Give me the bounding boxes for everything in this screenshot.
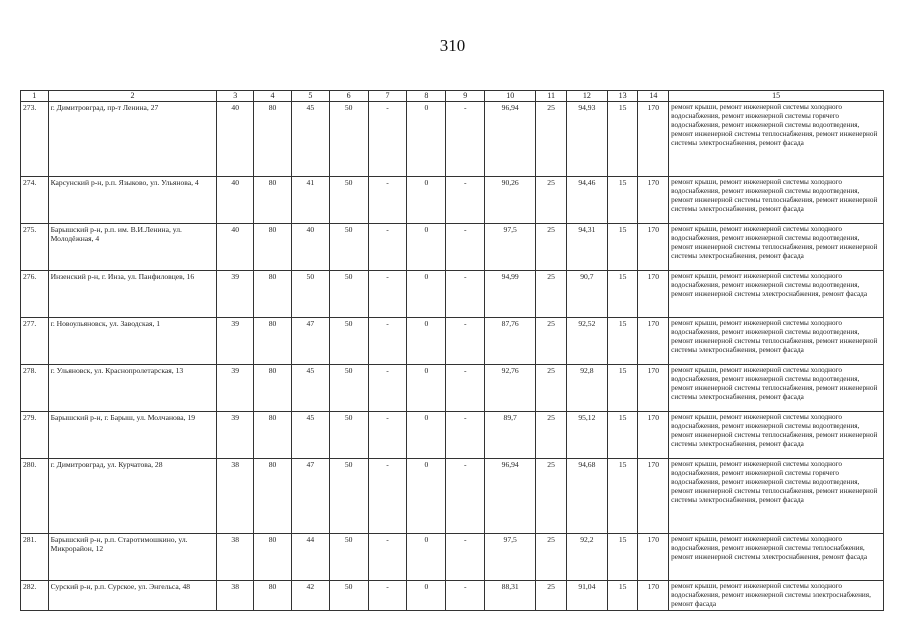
works-cell: ремонт крыши, ремонт инженерной системы холодного водоснабжения, ремонт инженерной системы теплоснабжения, ремонт инженерной системы электроснабжения, ремонт фасада (669, 534, 884, 581)
col-13-cell: 15 (607, 177, 638, 224)
col-3-cell: 40 (217, 102, 254, 177)
col-6-cell: 50 (329, 581, 368, 611)
address-cell: Барышский р-н, р.п. Старотимошкино, ул. Микрорайон, 12 (48, 534, 217, 581)
col-11-cell: 25 (536, 102, 567, 177)
col-5-cell: 45 (291, 412, 329, 459)
col-8-cell: 0 (407, 271, 446, 318)
works-cell: ремонт крыши, ремонт инженерной системы холодного водоснабжения, ремонт инженерной системы водоотведения, ремонт инженерной системы теплоснабжения, ремонт инженерной системы электроснабжения, ремонт фасада (669, 318, 884, 365)
col-14-cell: 170 (638, 534, 669, 581)
col-10-cell: 92,76 (485, 365, 536, 412)
col-9-cell: - (446, 271, 485, 318)
col-9-cell: - (446, 102, 485, 177)
col-8-cell: 0 (407, 177, 446, 224)
col-5-cell: 40 (291, 224, 329, 271)
col-14-cell: 170 (638, 365, 669, 412)
table-row (21, 224, 884, 271)
registry-table (20, 90, 884, 611)
row-number: 277. (21, 318, 49, 365)
col-3-cell: 38 (217, 534, 254, 581)
col-12-cell: 92,52 (566, 318, 607, 365)
col-6-cell: 50 (329, 102, 368, 177)
col-9-cell: - (446, 177, 485, 224)
address-cell: г. Новоульяновск, ул. Заводская, 1 (48, 318, 217, 365)
row-number: 276. (21, 271, 49, 318)
col-6-cell: 50 (329, 177, 368, 224)
col-3-cell: 39 (217, 412, 254, 459)
col-3-cell: 39 (217, 271, 254, 318)
table-row (21, 318, 884, 365)
table-row (21, 459, 884, 534)
column-number-4: 4 (254, 91, 292, 102)
address-cell: г. Ульяновск, ул. Краснопролетарская, 13 (48, 365, 217, 412)
col-5-cell: 47 (291, 459, 329, 534)
col-12-cell: 90,7 (566, 271, 607, 318)
col-8-cell: 0 (407, 102, 446, 177)
col-9-cell: - (446, 581, 485, 611)
col-7-cell: - (368, 581, 407, 611)
column-number-6: 6 (329, 91, 368, 102)
col-8-cell: 0 (407, 224, 446, 271)
row-number: 280. (21, 459, 49, 534)
col-14-cell: 170 (638, 102, 669, 177)
col-10-cell: 90,26 (485, 177, 536, 224)
works-cell: ремонт крыши, ремонт инженерной системы холодного водоснабжения, ремонт инженерной системы водоотведения, ремонт инженерной системы теплоснабжения, ремонт инженерной системы электроснабжения, ремонт фасада (669, 365, 884, 412)
col-10-cell: 88,31 (485, 581, 536, 611)
col-12-cell: 94,93 (566, 102, 607, 177)
col-7-cell: - (368, 365, 407, 412)
col-5-cell: 42 (291, 581, 329, 611)
column-number-2: 2 (48, 91, 217, 102)
col-4-cell: 80 (254, 365, 292, 412)
col-3-cell: 40 (217, 177, 254, 224)
col-11-cell: 25 (536, 365, 567, 412)
works-cell: ремонт крыши, ремонт инженерной системы холодного водоснабжения, ремонт инженерной системы водоотведения, ремонт инженерной системы электроснабжения, ремонт фасада (669, 271, 884, 318)
col-13-cell: 15 (607, 459, 638, 534)
col-10-cell: 96,94 (485, 459, 536, 534)
col-6-cell: 50 (329, 318, 368, 365)
column-number-3: 3 (217, 91, 254, 102)
col-10-cell: 97,5 (485, 224, 536, 271)
col-14-cell: 170 (638, 318, 669, 365)
col-11-cell: 25 (536, 224, 567, 271)
row-number: 282. (21, 581, 49, 611)
col-9-cell: - (446, 412, 485, 459)
col-10-cell: 89,7 (485, 412, 536, 459)
col-6-cell: 50 (329, 412, 368, 459)
col-12-cell: 92,2 (566, 534, 607, 581)
col-5-cell: 45 (291, 102, 329, 177)
col-12-cell: 92,8 (566, 365, 607, 412)
col-12-cell: 91,04 (566, 581, 607, 611)
table-row (21, 412, 884, 459)
row-number: 278. (21, 365, 49, 412)
col-13-cell: 15 (607, 102, 638, 177)
column-number-15: 15 (669, 91, 884, 102)
works-cell: ремонт крыши, ремонт инженерной системы холодного водоснабжения, ремонт инженерной системы горячего водоснабжения, ремонт инженерной системы водоотведения, ремонт инженерной системы теплоснабжения, ремонт инженерной системы электроснабжения, ремонт фасада (669, 459, 884, 534)
col-14-cell: 170 (638, 459, 669, 534)
table-row (21, 271, 884, 318)
col-13-cell: 15 (607, 581, 638, 611)
col-3-cell: 38 (217, 459, 254, 534)
address-cell: г. Димитровград, пр-т Ленина, 27 (48, 102, 217, 177)
col-14-cell: 170 (638, 412, 669, 459)
col-8-cell: 0 (407, 459, 446, 534)
column-number-5: 5 (291, 91, 329, 102)
col-7-cell: - (368, 412, 407, 459)
col-9-cell: - (446, 224, 485, 271)
col-6-cell: 50 (329, 534, 368, 581)
col-4-cell: 80 (254, 534, 292, 581)
col-11-cell: 25 (536, 534, 567, 581)
col-7-cell: - (368, 271, 407, 318)
column-number-11: 11 (536, 91, 567, 102)
col-14-cell: 170 (638, 224, 669, 271)
column-number-9: 9 (446, 91, 485, 102)
col-4-cell: 80 (254, 318, 292, 365)
col-11-cell: 25 (536, 581, 567, 611)
col-5-cell: 41 (291, 177, 329, 224)
table-body (21, 102, 884, 611)
col-10-cell: 96,94 (485, 102, 536, 177)
row-number: 274. (21, 177, 49, 224)
col-13-cell: 15 (607, 271, 638, 318)
col-13-cell: 15 (607, 412, 638, 459)
table-row (21, 581, 884, 611)
col-7-cell: - (368, 318, 407, 365)
col-8-cell: 0 (407, 534, 446, 581)
col-4-cell: 80 (254, 412, 292, 459)
col-12-cell: 94,46 (566, 177, 607, 224)
works-cell: ремонт крыши, ремонт инженерной системы холодного водоснабжения, ремонт инженерной системы водоотведения, ремонт инженерной системы теплоснабжения, ремонт инженерной системы электроснабжения, ремонт фасада (669, 224, 884, 271)
works-cell: ремонт крыши, ремонт инженерной системы холодного водоснабжения, ремонт инженерной системы горячего водоснабжения, ремонт инженерной системы водоотведения, ремонт инженерной системы теплоснабжения, ремонт инженерной системы электроснабжения, ремонт фасада (669, 102, 884, 177)
col-5-cell: 44 (291, 534, 329, 581)
col-13-cell: 15 (607, 318, 638, 365)
col-4-cell: 80 (254, 459, 292, 534)
col-11-cell: 25 (536, 459, 567, 534)
col-6-cell: 50 (329, 271, 368, 318)
address-cell: Сурский р-н, р.п. Сурское, ул. Энгельса, 48 (48, 581, 217, 611)
col-7-cell: - (368, 459, 407, 534)
column-number-13: 13 (607, 91, 638, 102)
col-10-cell: 87,76 (485, 318, 536, 365)
col-8-cell: 0 (407, 581, 446, 611)
column-number-row (21, 91, 884, 102)
col-4-cell: 80 (254, 177, 292, 224)
col-14-cell: 170 (638, 581, 669, 611)
col-5-cell: 47 (291, 318, 329, 365)
col-4-cell: 80 (254, 271, 292, 318)
works-cell: ремонт крыши, ремонт инженерной системы холодного водоснабжения, ремонт инженерной системы водоотведения, ремонт инженерной системы теплоснабжения, ремонт инженерной системы электроснабжения, ремонт фасада (669, 177, 884, 224)
address-cell: Карсунский р-н, р.п. Языково, ул. Ульянова, 4 (48, 177, 217, 224)
address-cell: Барышский р-н, г. Барыш, ул. Молчанова, 19 (48, 412, 217, 459)
col-14-cell: 170 (638, 271, 669, 318)
col-13-cell: 15 (607, 224, 638, 271)
col-12-cell: 94,31 (566, 224, 607, 271)
column-number-7: 7 (368, 91, 407, 102)
col-6-cell: 50 (329, 459, 368, 534)
col-3-cell: 38 (217, 581, 254, 611)
col-6-cell: 50 (329, 365, 368, 412)
col-10-cell: 94,99 (485, 271, 536, 318)
column-number-8: 8 (407, 91, 446, 102)
col-10-cell: 97,5 (485, 534, 536, 581)
col-11-cell: 25 (536, 177, 567, 224)
table-row (21, 365, 884, 412)
col-11-cell: 25 (536, 412, 567, 459)
col-12-cell: 95,12 (566, 412, 607, 459)
col-5-cell: 50 (291, 271, 329, 318)
col-4-cell: 80 (254, 581, 292, 611)
works-cell: ремонт крыши, ремонт инженерной системы холодного водоснабжения, ремонт инженерной системы электроснабжения, ремонт фасада (669, 581, 884, 611)
col-5-cell: 45 (291, 365, 329, 412)
address-cell: г. Димитровград, ул. Курчатова, 28 (48, 459, 217, 534)
col-8-cell: 0 (407, 318, 446, 365)
col-7-cell: - (368, 102, 407, 177)
col-14-cell: 170 (638, 177, 669, 224)
address-cell: Барышский р-н, р.п. им. В.И.Ленина, ул. Молодёжная, 4 (48, 224, 217, 271)
col-3-cell: 39 (217, 318, 254, 365)
col-4-cell: 80 (254, 224, 292, 271)
row-number: 273. (21, 102, 49, 177)
row-number: 275. (21, 224, 49, 271)
col-13-cell: 15 (607, 365, 638, 412)
row-number: 281. (21, 534, 49, 581)
column-number-10: 10 (485, 91, 536, 102)
page-number: 310 (439, 36, 466, 55)
col-3-cell: 39 (217, 365, 254, 412)
col-4-cell: 80 (254, 102, 292, 177)
col-3-cell: 40 (217, 224, 254, 271)
col-8-cell: 0 (407, 365, 446, 412)
col-8-cell: 0 (407, 412, 446, 459)
table-row (21, 177, 884, 224)
col-7-cell: - (368, 177, 407, 224)
col-9-cell: - (446, 459, 485, 534)
col-9-cell: - (446, 318, 485, 365)
col-7-cell: - (368, 534, 407, 581)
column-number-1: 1 (21, 91, 49, 102)
col-9-cell: - (446, 365, 485, 412)
col-13-cell: 15 (607, 534, 638, 581)
table-row (21, 102, 884, 177)
col-11-cell: 25 (536, 271, 567, 318)
row-number: 279. (21, 412, 49, 459)
col-12-cell: 94,68 (566, 459, 607, 534)
address-cell: Инзенский р-н, г. Инза, ул. Панфиловцев, 16 (48, 271, 217, 318)
col-7-cell: - (368, 224, 407, 271)
col-6-cell: 50 (329, 224, 368, 271)
col-11-cell: 25 (536, 318, 567, 365)
col-9-cell: - (446, 534, 485, 581)
column-number-12: 12 (566, 91, 607, 102)
table-row (21, 534, 884, 581)
works-cell: ремонт крыши, ремонт инженерной системы холодного водоснабжения, ремонт инженерной системы водоотведения, ремонт инженерной системы теплоснабжения, ремонт инженерной системы электроснабжения, ремонт фасада (669, 412, 884, 459)
column-number-14: 14 (638, 91, 669, 102)
